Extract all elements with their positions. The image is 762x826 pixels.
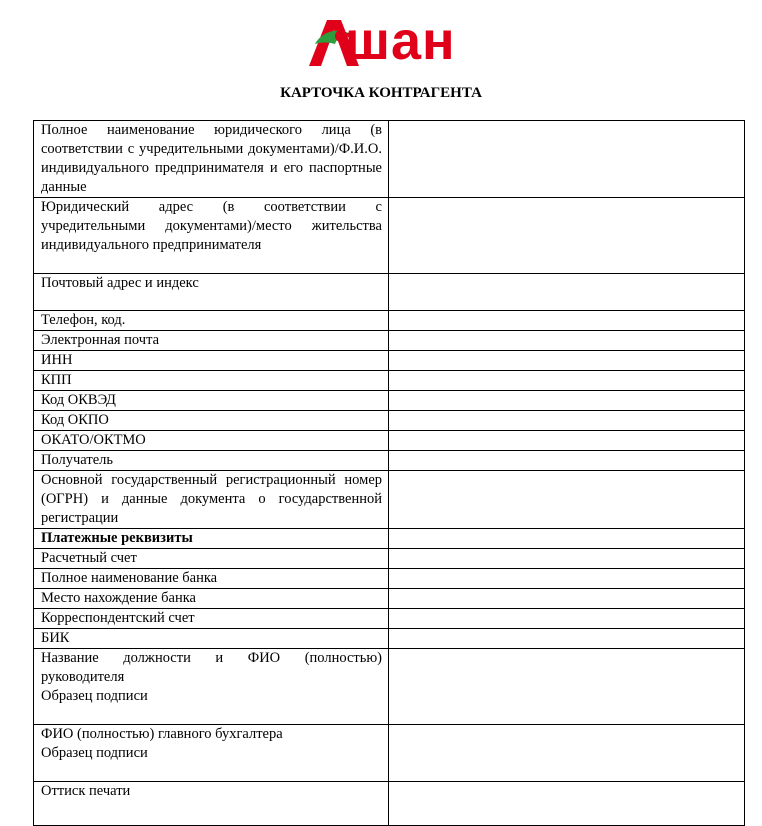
row-label: Корреспондентский счет — [34, 609, 389, 629]
table-row — [34, 431, 745, 451]
table-row-section — [34, 529, 745, 549]
row-label: Код ОКПО — [34, 411, 389, 431]
row-value — [389, 311, 745, 331]
row-sublabel: Образец подписи — [41, 688, 148, 704]
row-label: Расчетный счет — [34, 549, 389, 569]
row-value — [389, 782, 745, 826]
table-row — [34, 391, 745, 411]
page-title: КАРТОЧКА КОНТРАГЕНТА — [280, 85, 482, 101]
row-label-cell — [34, 725, 389, 782]
row-label: ФИО (полностью) главного бухгалтера — [41, 726, 283, 742]
table-row — [34, 351, 745, 371]
row-value — [389, 725, 745, 782]
row-value — [389, 121, 745, 198]
row-value — [389, 471, 745, 529]
counterparty-card-table — [33, 120, 745, 826]
table-row — [34, 782, 745, 826]
table-row — [34, 609, 745, 629]
row-value — [389, 411, 745, 431]
row-label: Юридический адрес (в соответствии с учредительными документами)/место жительства индивидуального предпринимателя — [34, 198, 389, 274]
row-label: Основной государственный регистрационный номер (ОГРН) и данные документа о государственной регистрации — [34, 471, 389, 529]
logo-wordmark: шан — [345, 11, 456, 71]
table-row — [34, 725, 745, 782]
row-value — [389, 609, 745, 629]
row-sublabel: Образец подписи — [41, 745, 148, 761]
row-label: Код ОКВЭД — [34, 391, 389, 411]
row-value — [389, 549, 745, 569]
table-row — [34, 331, 745, 351]
row-value — [389, 431, 745, 451]
table-row — [34, 451, 745, 471]
table-row — [34, 411, 745, 431]
row-label: Название должности и ФИО (полностью) руководителя — [41, 650, 382, 685]
row-label: Полное наименование юридического лица (в соответствии с учредительными документами)/Ф.И.О. индивидуального предпринимателя и его паспортные данные — [34, 121, 389, 198]
row-value — [389, 569, 745, 589]
table-row — [34, 629, 745, 649]
row-value — [389, 198, 745, 274]
row-value — [389, 351, 745, 371]
row-value — [389, 629, 745, 649]
row-value — [389, 529, 745, 549]
auchan-logo — [305, 12, 467, 70]
table-row — [34, 311, 745, 331]
table-row — [34, 274, 745, 311]
row-label: ИНН — [34, 351, 389, 371]
row-label: БИК — [34, 629, 389, 649]
row-label: Полное наименование банка — [34, 569, 389, 589]
row-value — [389, 274, 745, 311]
row-value — [389, 371, 745, 391]
table-row — [34, 371, 745, 391]
table-row — [34, 549, 745, 569]
table-row — [34, 649, 745, 725]
row-value — [389, 649, 745, 725]
row-label: Почтовый адрес и индекс — [34, 274, 389, 311]
row-label: Место нахождение банка — [34, 589, 389, 609]
table-row — [34, 569, 745, 589]
row-label: ОКАТО/ОКТМО — [34, 431, 389, 451]
table-row — [34, 589, 745, 609]
row-label-cell — [34, 649, 389, 725]
row-value — [389, 331, 745, 351]
row-label: Электронная почта — [34, 331, 389, 351]
row-label: Получатель — [34, 451, 389, 471]
row-label: КПП — [34, 371, 389, 391]
row-value — [389, 391, 745, 411]
section-heading: Платежные реквизиты — [34, 529, 389, 549]
row-label: Телефон, код. — [34, 311, 389, 331]
table-row — [34, 198, 745, 274]
table-row — [34, 121, 745, 198]
row-label: Оттиск печати — [34, 782, 389, 826]
row-value — [389, 451, 745, 471]
table-row — [34, 471, 745, 529]
row-value — [389, 589, 745, 609]
